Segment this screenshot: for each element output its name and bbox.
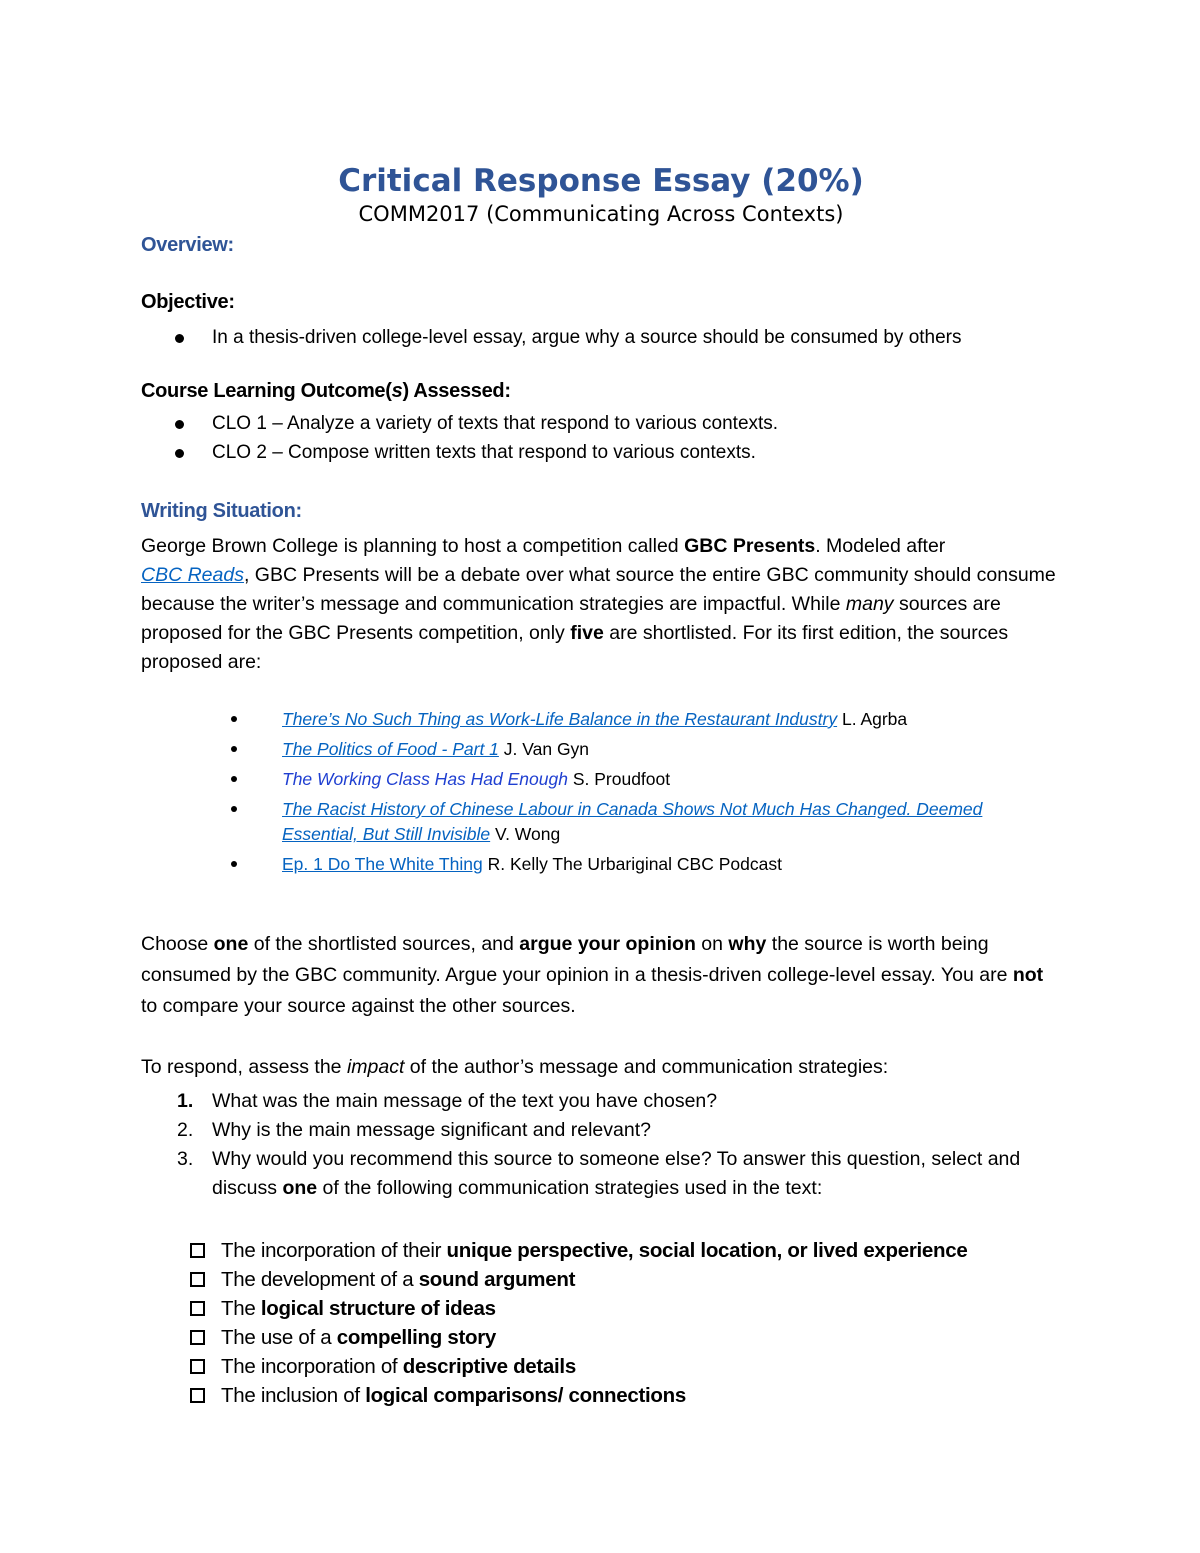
- objective-list: [141, 323, 962, 352]
- choose-paragraph: Choose one of the shortlisted sources, and argue your opinion on why the source is worth being consumed by the GBC community. Argue your opinion in a thesis-driven college-level essay. You are not to compare your source against the other sources.: [141, 933, 1044, 1017]
- bullet-icon: [231, 746, 237, 752]
- checkbox-icon[interactable]: [190, 1359, 205, 1374]
- checkbox-icon[interactable]: [190, 1330, 205, 1345]
- strategy-item: The inclusion of logical comparisons/ connections: [141, 1381, 967, 1410]
- clo-heading: Course Learning Outcome(s) Assessed:: [141, 380, 511, 402]
- bullet-icon: [175, 449, 184, 458]
- strategy-item: The incorporation of their unique perspective, social location, or lived experience: [141, 1236, 967, 1265]
- writing-situation-heading: Writing Situation:: [141, 500, 302, 522]
- strategy-item: The development of a sound argument: [141, 1265, 967, 1294]
- question-item: 3. Why would you recommend this source to someone else? To answer this question, select and discuss one of the following communication strategies used in the text:: [177, 1148, 1021, 1199]
- source-link[interactable]: Ep. 1 Do The White Thing: [282, 854, 483, 874]
- source-link[interactable]: The Politics of Food - Part 1: [282, 739, 499, 759]
- source-item: Ep. 1 Do The White Thing R. Kelly The Urbariginal CBC Podcast: [141, 852, 1061, 877]
- page-title: Critical Response Essay (20%): [338, 163, 864, 199]
- source-item: There’s No Such Thing as Work-Life Balance in the Restaurant Industry L. Agrba: [141, 707, 1061, 732]
- strategy-item: The logical structure of ideas: [141, 1294, 967, 1323]
- bullet-icon: [231, 716, 237, 722]
- checkbox-icon[interactable]: [190, 1388, 205, 1403]
- source-link[interactable]: The Racist History of Chinese Labour in Canada Shows Not Much Has Changed. Deemed Essential, But Still Invisible: [282, 799, 983, 844]
- strategies-checklist: [141, 1236, 967, 1410]
- objective-heading: Objective:: [141, 291, 235, 313]
- bullet-icon: [175, 334, 184, 343]
- strategy-item: The use of a compelling story: [141, 1323, 967, 1352]
- writing-situation-paragraph: George Brown College is planning to host a competition called GBC Presents. Modeled after CBC Reads, GBC Presents will be a debate over what source the entire GBC community should consume because the writer’s message and communication strategies are impactful. While many sources are proposed for the GBC Presents competition, only five are shortlisted. For its first edition, the sources proposed are:: [141, 535, 1056, 673]
- source-item: The Racist History of Chinese Labour in Canada Shows Not Much Has Changed. Deemed Essential, But Still Invisible V. Wong: [141, 797, 1061, 847]
- bullet-icon: [231, 776, 237, 782]
- clo-item: CLO 2 – Compose written texts that respond to various contexts.: [141, 438, 778, 467]
- clo-item: CLO 1 – Analyze a variety of texts that respond to various contexts.: [141, 409, 778, 438]
- strategy-item: The incorporation of descriptive details: [141, 1352, 967, 1381]
- overview-heading: Overview:: [141, 234, 234, 256]
- checkbox-icon[interactable]: [190, 1301, 205, 1316]
- respond-paragraph: To respond, assess the impact of the author’s message and communication strategies:: [141, 1056, 889, 1078]
- source-link[interactable]: The Working Class Has Had Enough: [282, 769, 568, 789]
- bullet-icon: [231, 861, 237, 867]
- source-item: The Working Class Has Had Enough S. Proudfoot: [141, 767, 1061, 792]
- course-subtitle: COMM2017 (Communicating Across Contexts): [358, 202, 844, 226]
- question-item: 2. Why is the main message significant and relevant?: [177, 1119, 651, 1141]
- sources-list: [141, 707, 1061, 882]
- cbc-reads-link[interactable]: CBC Reads: [141, 564, 244, 586]
- source-link[interactable]: There’s No Such Thing as Work-Life Balance in the Restaurant Industry: [282, 709, 838, 729]
- bullet-icon: [231, 806, 237, 812]
- clo-list: [141, 409, 778, 467]
- checkbox-icon[interactable]: [190, 1243, 205, 1258]
- question-item: 1. What was the main message of the text you have chosen?: [177, 1090, 718, 1112]
- questions-list: [141, 1087, 1061, 1203]
- checkbox-icon[interactable]: [190, 1272, 205, 1287]
- bullet-icon: [175, 420, 184, 429]
- source-item: The Politics of Food - Part 1 J. Van Gyn: [141, 737, 1061, 762]
- objective-item: In a thesis-driven college-level essay, argue why a source should be consumed by others: [141, 323, 962, 352]
